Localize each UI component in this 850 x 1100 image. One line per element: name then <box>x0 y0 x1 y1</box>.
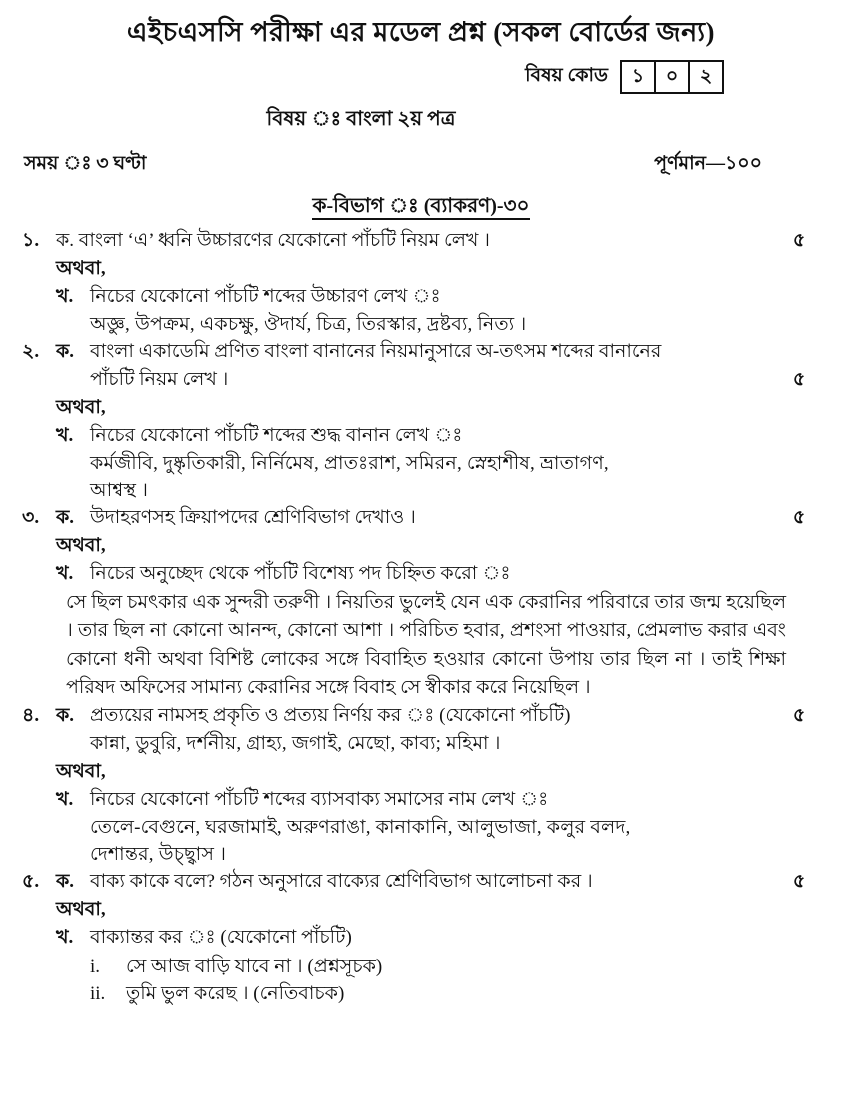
question-4-kha-text: নিচের যেকোনো পাঁচটি শব্দের ব্যাসবাক্য সমাসের নাম লেখ ঃ <box>90 788 549 810</box>
question-2-part-kha <box>22 423 820 450</box>
subject-code-digit-3: ২ <box>699 66 713 88</box>
question-4-part-ka <box>22 703 820 730</box>
question-3-number: ৩. <box>22 507 40 529</box>
question-5-kha-text: বাক্যান্তর কর ঃ (যেকোনো পাঁচটি) <box>90 926 352 948</box>
question-3-part-ka <box>22 505 820 532</box>
question-3-ka-text: উদাহরণসহ ক্রিয়াপদের শ্রেণিবিভাগ দেখাও । <box>90 507 416 529</box>
subject-code-digit-1: ১ <box>622 62 656 92</box>
question-3-kha-label: খ. <box>56 563 74 585</box>
question-1-kha-words-row <box>22 312 820 339</box>
question-1-kha-text: নিচের যেকোনো পাঁচটি শব্দের উচ্চারণ লেখ ঃ <box>90 286 441 308</box>
roman-numeral-ii: ii. <box>90 983 106 1005</box>
question-1-kha-words: অজ্ঞু, উপক্রম, একচক্ষু, ঔদার্য, চিত্র, তিরস্কার, দ্রষ্টব্য, নিত্য । <box>90 314 527 336</box>
question-2-kha-words-line1: কর্মজীবি, দুষ্কৃতিকারী, নির্নিমেষ, প্রাতঃরাশ, সমিরন, স্নেহাশীষ, ভ্রাতাগণ, <box>90 453 609 475</box>
subject-code-boxes <box>620 60 724 94</box>
question-3-part-kha <box>22 561 820 588</box>
section-heading: ক-বিভাগ ঃ (ব্যাকরণ)-৩০ <box>22 191 820 224</box>
question-2-ka-continuation <box>22 367 820 394</box>
question-1-ka-text: ক. বাংলা ‘এ’ ধ্বনি উচ্চারণের যেকোনো পাঁচটি নিয়ম লেখ । <box>56 230 490 252</box>
question-1-part-ka <box>22 228 820 255</box>
question-4-number: ৪. <box>22 704 40 726</box>
question-4-or <box>22 759 820 786</box>
question-2-number: ২. <box>22 341 40 363</box>
question-4-ka-words-row <box>22 731 820 758</box>
question-item-4 <box>22 703 820 869</box>
or-label: অথবা, <box>56 397 106 419</box>
or-label: অথবা, <box>56 898 106 920</box>
question-4-ka-text: প্রত্যয়ের নামসহ প্রকৃতি ও প্রত্যয় নির্ণয় কর ঃ (যেকোনো পাঁচটি) <box>90 704 571 726</box>
question-2-part-ka <box>22 339 820 366</box>
question-5-roman-list <box>22 953 820 1008</box>
question-5-ka-label: ক. <box>56 870 75 892</box>
question-2-or <box>22 395 820 422</box>
or-label: অথবা, <box>56 535 106 557</box>
question-1-number: ১. <box>22 230 40 252</box>
question-3-passage: সে ছিল চমৎকার এক সুন্দরী তরুণী । নিয়তির ভুলেই যেন এক কেরানির পরিবারে তার জন্ম হয়েছিল । তার ছিল না কোনো আনন্দ, কোনো আশা । পরিচিত হবার, প্রশংসা পাওয়ার, প্রেমলাভ করার এবং কোনো ধনী অথবা বিশিষ্ট লোকের সঙ্গে বিবাহিত হওয়ার কোনো উপায় তার ছিল না । তাই শিক্ষা পরিষদ অফিসের সামান্য কেরানির সঙ্গে বিবাহ সে স্বীকার করে নিয়েছিল । <box>66 591 786 699</box>
question-5-number: ৫. <box>22 870 40 892</box>
subject-code-label: বিষয় কোড <box>525 65 608 87</box>
question-1-or <box>22 256 820 283</box>
question-5-roman-item-2 <box>22 980 820 1008</box>
full-marks-label: পূর্ণমান—১০০ <box>654 153 762 175</box>
question-2-ka-label: ক. <box>56 341 75 363</box>
page-title: এইচএসসি পরীক্ষা এর মডেল প্রশ্ন (সকল বোর্ডের জন্য) <box>126 17 716 47</box>
question-item-3 <box>22 505 820 703</box>
question-2-kha-words-line2: আশ্বস্থ । <box>90 480 149 502</box>
question-4-kha-words-line1: তেলে-বেগুনে, ঘরজামাই, অরুণরাঙা, কানাকানি, আলুভাজা, কলুর বলদ, <box>90 816 631 838</box>
question-2-kha-words-row-2 <box>22 478 820 505</box>
question-2-ka-mark: ৫ <box>792 369 806 391</box>
question-5-roman-text-2: তুমি ভুল করেছ । (নেতিবাচক) <box>126 983 345 1005</box>
subject-code-row <box>22 60 820 94</box>
question-4-ka-label: ক. <box>56 704 75 726</box>
question-3-kha-text: নিচের অনুচ্ছেদ থেকে পাঁচটি বিশেষ্য পদ চিহ্নিত করো ঃ <box>90 563 511 585</box>
question-item-2 <box>22 339 820 505</box>
question-item-5 <box>22 869 820 1008</box>
question-4-ka-words: কান্না, ডুবুরি, দর্শনীয়, গ্রাহ্য, জগাই, মেছো, কাব্য; মহিমা । <box>90 732 501 754</box>
question-2-kha-label: খ. <box>56 425 74 447</box>
question-5-part-ka <box>22 869 820 896</box>
question-2-kha-words-row-1 <box>22 451 820 478</box>
question-5-ka-text: বাক্য কাকে বলে? গঠন অনুসারে বাক্যের শ্রেণিবিভাগ আলোচনা কর । <box>90 870 593 892</box>
question-5-or <box>22 897 820 924</box>
question-2-ka-text: বাংলা একাডেমি প্রণিত বাংলা বানানের নিয়মানুসারে অ-তৎসম শব্দের বানানের <box>90 341 662 363</box>
question-5-part-kha <box>22 925 820 952</box>
question-5-roman-text-1: সে আজ বাড়ি যাবে না । (প্রশ্নসূচক) <box>126 955 383 977</box>
question-4-part-kha <box>22 787 820 814</box>
question-5-ka-mark: ৫ <box>792 870 806 892</box>
question-3-ka-label: ক. <box>56 507 75 529</box>
question-5-kha-label: খ. <box>56 926 74 948</box>
question-4-kha-words-row-1 <box>22 815 820 842</box>
question-4-ka-mark: ৫ <box>792 704 806 726</box>
question-3-or <box>22 533 820 560</box>
question-list <box>22 228 820 1007</box>
question-1-ka-mark: ৫ <box>792 230 806 252</box>
subject-line: বিষয় ঃ বাংলা ২য় পত্র <box>266 108 456 131</box>
question-1-part-kha <box>22 284 820 311</box>
roman-numeral-i: i. <box>90 955 101 977</box>
exam-meta-row <box>22 149 820 181</box>
question-3-ka-mark: ৫ <box>792 507 806 529</box>
question-2-ka-text-line2: পাঁচটি নিয়ম লেখ । <box>90 369 229 391</box>
question-item-1 <box>22 228 820 339</box>
question-1-kha-label: খ. <box>56 286 74 308</box>
question-4-kha-words-line2: দেশান্তর, উচ্ছ্বাস । <box>90 843 227 865</box>
subject-code-digit-2: ০ <box>656 62 690 92</box>
question-2-kha-text: নিচের যেকোনো পাঁচটি শব্দের শুদ্ধ বানান লেখ ঃ <box>90 425 463 447</box>
question-3-passage-row <box>22 589 820 703</box>
question-4-kha-words-row-2 <box>22 842 820 869</box>
or-label: অথবা, <box>56 760 106 782</box>
or-label: অথবা, <box>56 258 106 280</box>
question-5-roman-item-1 <box>22 953 820 981</box>
question-4-kha-label: খ. <box>56 788 74 810</box>
time-label: সময় ঃ ৩ ঘণ্টা <box>24 153 147 175</box>
